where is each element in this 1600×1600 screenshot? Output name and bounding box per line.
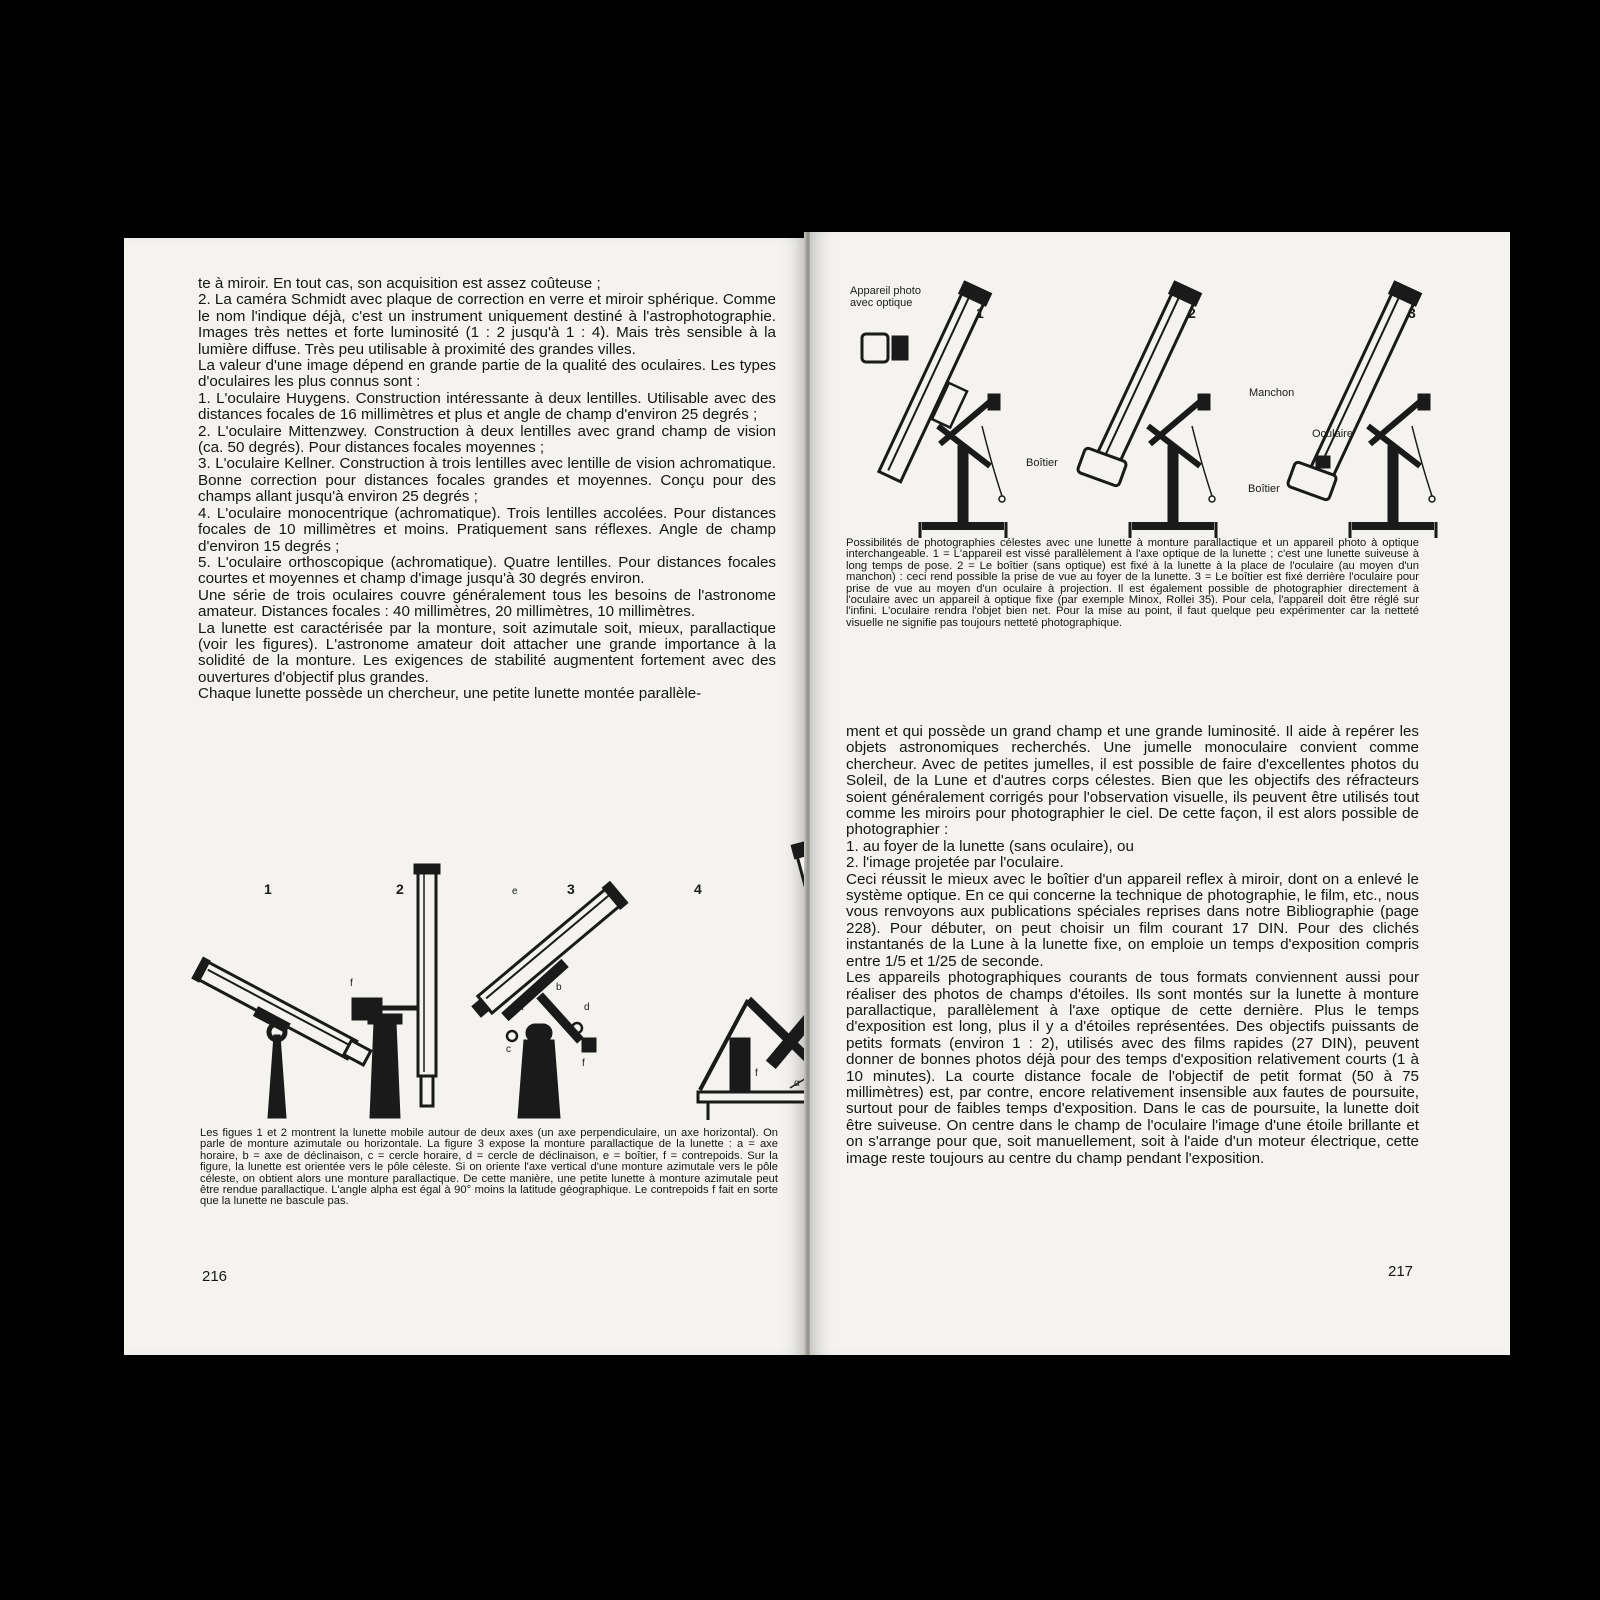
left-body-text [198,276,776,703]
fig-label-1: 1 [264,881,272,897]
fig-label-f3: f [755,1068,758,1079]
fig-label-b: b [556,982,562,993]
left-page [124,238,806,1355]
page-number-right: 217 [1388,1263,1414,1280]
left-paragraph: te à miroir. En tout cas, son acquisition est assez coûteuse ; [198,275,601,292]
mount-figures-illustration [200,850,800,1120]
right-page [810,232,1510,1355]
left-paragraph: 5. L'oculaire orthoscopique (achromatique). Quatre lentilles. Pour distances focales courtes et moyennes et champ d'image jusqu'à 30 degrés environ. [198,553,776,588]
fig-label-2: 2 [1188,305,1196,321]
fig-label-manchon: Manchon [1249,387,1295,399]
fig-label-3: 3 [1408,305,1416,321]
fig-label-alpha: α [794,1078,800,1089]
fig-label-boitier-3: Boîtier [1248,483,1280,495]
fig-label-oculaire: Oculaire [1312,428,1353,440]
fig-label-e: e [512,886,518,897]
fig-label-c: c [506,1044,511,1055]
page-number-left: 216 [202,1268,228,1285]
left-paragraph: Une série de trois oculaires couvre généralement tous les besoins de l'astronome amateur. Distances focales : 40 millimètres, 20 millimètres, 10 millimètres. [198,586,776,621]
camera-setup-illustration [842,276,1442,531]
fig-label-camera-line1: Appareil photo [850,285,921,297]
fig-label-f2: f [582,1058,585,1069]
right-paragraph: 2. l'image projetée par l'oculaire. [846,854,1064,872]
left-paragraph: 4. L'oculaire monocentrique (achromatique). Trois lentilles accolées. Pour distances focales de 10 millimètres et moins. Pratiquement sans réflexes. Angle de champ d'environ 15 degrés ; [198,504,776,555]
fig-label-camera-line2: avec optique [850,297,913,309]
left-paragraph: La lunette est caractérisée par la monture, soit azimutale soit, mieux, parallactique (voir les figures). L'astronome amateur doit attacher une grande importance à la solidité de la monture. Les exigences de stabilité augmentent fortement avec des ouvertures d'objectif plus grandes. [198,619,776,686]
left-paragraph: La valeur d'une image dépend en grande partie de la qualité des oculaires. Les types d'oculaires les plus connus sont : [198,357,776,391]
right-paragraph: Ceci réussit le mieux avec le boîtier d'un appareil reflex à miroir, dont on a enlevé le système optique. En ce qui concerne la technique de photographie, le film, etc., nous vous renvoyons aux publications spéciales reprises dans notre Bibliographie (page 228). Pour débuter, on peut choisir un film courant 17 DIN. Pour des clichés instantanés de la Lune à la lunette fixe, on emploie un temps d'exposition compris entre 1/5 et 1/25 de seconde. [846,870,1419,970]
right-body-text [846,724,1419,1167]
right-figure-caption: Possibilités de photographies célestes avec une lunette à monture parallactique et un appareil photo à optique interchangeable. 1 = L'appareil est vissé parallèlement à l'axe optique de la lunette ; c'est une lunette suiveuse à long temps de pose. 2 = Le boîtier (sans optique) est fixé à la lunette à la place de l'oculaire (au moyen d'un manchon) : ceci rend possible la prise de vue au foyer de la lunette. 3 = Le boîtier est fixé derrière l'oculaire pour prise de vue au moyen d'un oculaire à projection. Il est également possible de photographier directement à l'oculaire avec un appareil à optique fixe (par exemple Minox, Rollei 35). Pour cela, l'appareil doit être réglé sur l'infini. L'oculaire rendra l'objet bien net. Pour la mise au point, il faut quelque peu expérimenter car la netteté visuelle ne signifie pas toujours netteté photographique. [846,537,1419,629]
fig-label-boitier: Boîtier [1026,457,1058,469]
fig-label-1: 1 [976,305,984,321]
right-paragraph: 1. au foyer de la lunette (sans oculaire), ou [846,837,1134,855]
left-paragraph: 2. La caméra Schmidt avec plaque de correction en verre et miroir sphérique. Comme le nom l'indique déjà, c'est un instrument uniquement destiné à l'astrophotographie. Images très nettes et forte luminosité (1 : 2 jusqu'à 1 : 4). Mais très sensible à la lumière diffuse. Très peu utilisable à proximité des grandes villes. [198,291,776,358]
fig-label-2: 2 [396,881,404,897]
left-paragraph: 2. L'oculaire Mittenzwey. Construction à deux lentilles avec grand champ de vision (ca. 50 degrés). Pour distances focales moyennes ; [198,422,776,457]
fig-label-f: f [350,978,353,989]
left-paragraph: 3. L'oculaire Kellner. Construction à trois lentilles avec lentille de vision achromatique. Bonne correction pour distances focales grandes et moyennes. Conçu pour des champs allant jusqu'à environ 25 degrés ; [198,455,776,506]
left-figure-caption: Les figues 1 et 2 montrent la lunette mobile autour de deux axes (un axe perpendiculaire, un axe horizontal). On parle de monture azimutale ou horizontale. La figure 3 expose la monture parallactique de la lunette : a = axe horaire, b = axe de déclinaison, c = cercle horaire, d = cercle de déclinaison, e = boîtier, f = contrepoids. Sur la figure, la lunette est orientée vers le pôle céleste. Si on oriente l'axe vertical d'une monture azimutale vers le pôle céleste, on obtient alors une monture parallactique. De cette manière, une petite lunette à monture azimutale peut être rendue parallactique. L'angle alpha est égal à 90° moins la latitude géographique. Le contrepoids f fait en sorte que la lunette ne bascule pas. [200,1127,778,1208]
right-paragraph: Les appareils photographiques courants de tous formats conviennent aussi pour réaliser des photos de champs d'étoiles. Ils sont montés sur la lunette à monture parallactique, parallèlement à l'axe optique de cette dernière. Plus le temps d'exposition est long, plus il y a d'étoiles représentées. Des objectifs puissants de petits formats (environ 1 : 2), utilisés avec des films rapides (27 DIN), peuvent donner de bonnes photos déjà pour des temps d'exposition relativement courts (1 à 10 minutes). La courte distance focale de l'objectif de petit format (50 à 75 millimètres) est, par contre, encore relativement insensible aux fautes de poursuite, surtout pour de faibles temps d'exposition. Dans le cas de poursuite, la lunette doit être suiveuse. On centre dans le champ de l'oculaire l'image d'une étoile brillante et on s'arrange pour que, soit manuellement, soit à l'aide d'un moteur électrique, cette image reste toujours au centre du champ pendant l'exposition. [846,969,1419,1167]
left-paragraph: 1. L'oculaire Huygens. Construction intéressante à deux lentilles. Utilisable avec des distances focales de 16 millimètres et plus et angle de champ d'environ 25 degrés ; [198,389,776,424]
right-paragraph: ment et qui possède un grand champ et une grande luminosité. Il aide à repérer les objets astronomiques recherchés. Une jumelle monoculaire convient comme chercheur. Avec de petites jumelles, il est possible de faire d'excellentes photos du Soleil, de la Lune et d'autres corps célestes. Bien que les objectifs des réfracteurs soient généralement corrigés pour l'observation visuelle, ils peuvent être utilisés tout comme les miroirs pour photographier le ciel. De cette façon, il est alors possible de photographier : [846,723,1419,839]
left-paragraph: Chaque lunette possède un chercheur, une petite lunette montée parallèle- [198,685,702,703]
fig-label-d: d [584,1002,590,1013]
fig-label-4: 4 [694,881,702,897]
fig-label-a: a [518,1002,524,1013]
fig-label-3: 3 [567,881,575,897]
